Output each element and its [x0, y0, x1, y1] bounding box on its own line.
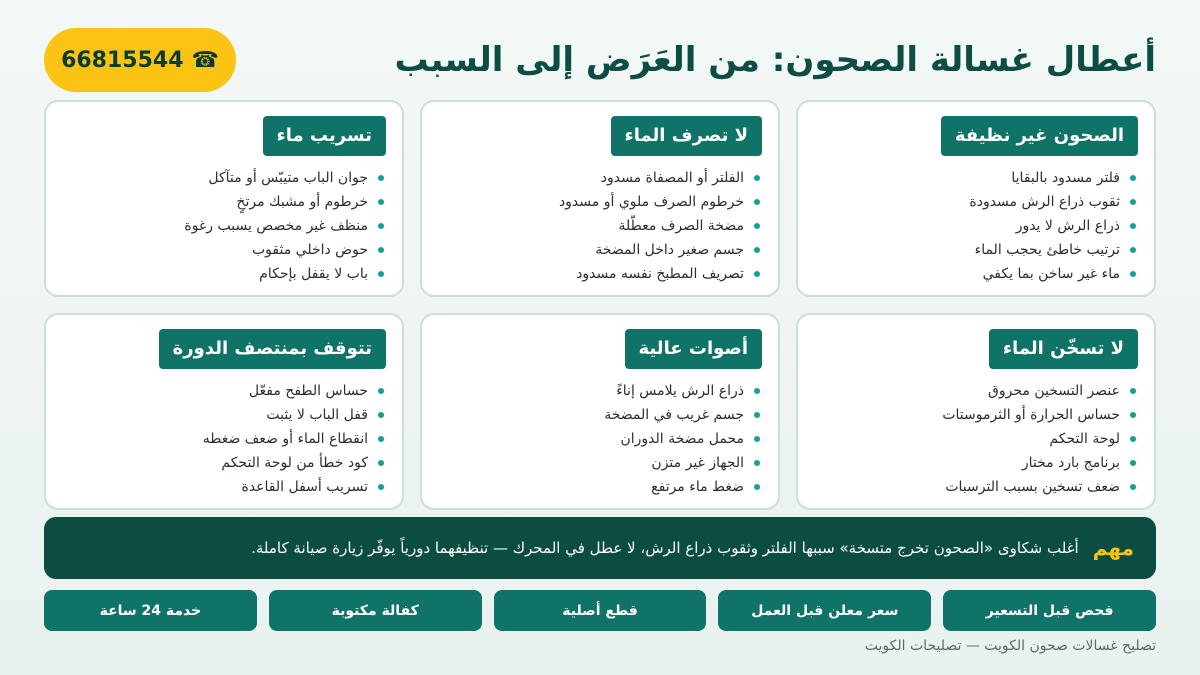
cause-list — [62, 379, 386, 499]
service-badge: كفالة مكتوبة — [269, 590, 482, 631]
bullet-icon — [378, 412, 384, 418]
list-item-text: الفلتر أو المصفاة مسدود — [600, 170, 744, 186]
symptom-grid — [44, 100, 1156, 510]
list-item — [814, 451, 1138, 475]
list-item — [814, 427, 1138, 451]
card-title: لا تسخّن الماء — [989, 329, 1138, 369]
bullet-icon — [378, 271, 384, 277]
list-item-text: انقطاع الماء أو ضعف ضغطه — [202, 431, 368, 447]
bullet-icon — [1130, 460, 1136, 466]
list-item-text: قفل الباب لا يثبت — [266, 407, 368, 423]
list-item-text: كود خطأ من لوحة التحكم — [221, 455, 368, 471]
list-item — [62, 238, 386, 262]
bullet-icon — [1130, 484, 1136, 490]
bullet-icon — [754, 223, 760, 229]
list-item-text: جسم صغير داخل المضخة — [595, 242, 744, 258]
list-item — [438, 166, 762, 190]
symptom-card — [796, 313, 1156, 510]
service-badge: قطع أصلية — [494, 590, 707, 631]
cause-list — [438, 379, 762, 499]
list-item — [814, 238, 1138, 262]
list-item-text: خرطوم أو مشبك مرتخٍ — [236, 194, 368, 210]
cause-list — [438, 166, 762, 286]
list-item-text: باب لا يقفل بإحكام — [259, 266, 368, 282]
service-badge: فحص قبل التسعير — [943, 590, 1156, 631]
list-item-text: حساس الطفح مفعّل — [248, 383, 368, 399]
list-item-text: ضعف تسخين بسبب الترسبات — [945, 479, 1120, 495]
symptom-card — [44, 313, 404, 510]
list-item-text: ماء غير ساخن بما يكفي — [982, 266, 1120, 282]
list-item-text: لوحة التحكم — [1049, 431, 1120, 447]
list-item-text: ثقوب ذراع الرش مسدودة — [969, 194, 1120, 210]
bullet-icon — [754, 247, 760, 253]
bullet-icon — [1130, 199, 1136, 205]
list-item — [438, 403, 762, 427]
bullet-icon — [754, 388, 760, 394]
bullet-icon — [754, 412, 760, 418]
bullet-icon — [1130, 223, 1136, 229]
bullet-icon — [754, 175, 760, 181]
bullet-icon — [378, 436, 384, 442]
header — [44, 28, 1156, 92]
list-item-text: عنصر التسخين محروق — [987, 383, 1120, 399]
list-item-text: ضغط ماء مرتفع — [651, 479, 744, 495]
list-item — [438, 379, 762, 403]
important-note — [44, 517, 1156, 579]
bullet-icon — [1130, 436, 1136, 442]
list-item — [814, 190, 1138, 214]
bullet-icon — [1130, 247, 1136, 253]
list-item-text: تسريب أسفل القاعدة — [241, 479, 368, 495]
list-item-text: جوان الباب متيبّس أو متآكل — [208, 170, 368, 186]
list-item-text: جسم غريب في المضخة — [604, 407, 744, 423]
bullet-icon — [378, 223, 384, 229]
list-item-text: الجهاز غير متزن — [651, 455, 744, 471]
footer-text: تصليح غسالات صحون الكويت — تصليحات الكويت — [864, 638, 1156, 654]
list-item-text: مضخة الصرف معطّلة — [618, 218, 744, 234]
bullet-icon — [1130, 271, 1136, 277]
bullet-icon — [378, 175, 384, 181]
phone-button[interactable] — [44, 28, 236, 92]
list-item-text: خرطوم الصرف ملوي أو مسدود — [558, 194, 744, 210]
bullet-icon — [754, 436, 760, 442]
symptom-card — [420, 100, 780, 297]
bullet-icon — [754, 271, 760, 277]
list-item-text: حوض داخلي مثقوب — [251, 242, 368, 258]
phone-icon: ☎ — [191, 47, 219, 73]
list-item — [62, 190, 386, 214]
list-item — [814, 475, 1138, 499]
phone-number: 66815544 — [61, 47, 184, 73]
symptom-card — [796, 100, 1156, 297]
bullet-icon — [1130, 412, 1136, 418]
list-item — [62, 475, 386, 499]
service-badges — [44, 590, 1156, 631]
list-item — [814, 379, 1138, 403]
bullet-icon — [378, 388, 384, 394]
service-badge: خدمة 24 ساعة — [44, 590, 257, 631]
note-label: مهم — [1092, 536, 1134, 560]
list-item — [814, 262, 1138, 286]
list-item-text: فلتر مسدود بالبقايا — [1011, 170, 1120, 186]
list-item — [62, 427, 386, 451]
list-item — [438, 262, 762, 286]
card-title: لا تصرف الماء — [611, 116, 763, 156]
list-item-text: منظف غير مخصص يسبب رغوة — [184, 218, 368, 234]
cause-list — [814, 379, 1138, 499]
list-item — [62, 166, 386, 190]
list-item-text: محمل مضخة الدوران — [620, 431, 744, 447]
note-text: أغلب شكاوى «الصحون تخرج متسخة» سببها الفلتر وثقوب ذراع الرش، لا عطل في المحرك — تنظيفهما دورياً يوفّر زيارة صيانة كاملة. — [251, 539, 1079, 557]
list-item — [438, 238, 762, 262]
card-title: تسريب ماء — [263, 116, 386, 156]
card-title: الصحون غير نظيفة — [941, 116, 1138, 156]
list-item — [62, 214, 386, 238]
list-item-text: حساس الحرارة أو الثرموستات — [942, 407, 1120, 423]
list-item-text: ذراع الرش لا يدور — [1015, 218, 1120, 234]
bullet-icon — [754, 484, 760, 490]
list-item-text: برنامج بارد مختار — [1021, 455, 1120, 471]
bullet-icon — [1130, 388, 1136, 394]
bullet-icon — [754, 199, 760, 205]
list-item — [62, 379, 386, 403]
list-item-text: ترتيب خاطئ يحجب الماء — [974, 242, 1120, 258]
list-item — [62, 262, 386, 286]
page-title: أعطال غسالة الصحون: من العَرَض إلى السبب — [394, 40, 1156, 80]
bullet-icon — [378, 247, 384, 253]
list-item-text: ذراع الرش يلامس إناءً — [616, 383, 744, 399]
list-item — [438, 214, 762, 238]
list-item — [438, 190, 762, 214]
list-item — [814, 214, 1138, 238]
bullet-icon — [1130, 175, 1136, 181]
card-title: أصوات عالية — [625, 329, 762, 369]
list-item — [814, 166, 1138, 190]
symptom-card — [420, 313, 780, 510]
service-badge: سعر معلن قبل العمل — [718, 590, 931, 631]
list-item — [438, 451, 762, 475]
symptom-card — [44, 100, 404, 297]
list-item — [62, 403, 386, 427]
list-item — [438, 427, 762, 451]
card-title: تتوقف بمنتصف الدورة — [159, 329, 386, 369]
cause-list — [814, 166, 1138, 286]
list-item — [438, 475, 762, 499]
cause-list — [62, 166, 386, 286]
bullet-icon — [378, 484, 384, 490]
list-item-text: تصريف المطبخ نفسه مسدود — [576, 266, 744, 282]
bullet-icon — [378, 199, 384, 205]
bullet-icon — [378, 460, 384, 466]
list-item — [814, 403, 1138, 427]
list-item — [62, 451, 386, 475]
bullet-icon — [754, 460, 760, 466]
